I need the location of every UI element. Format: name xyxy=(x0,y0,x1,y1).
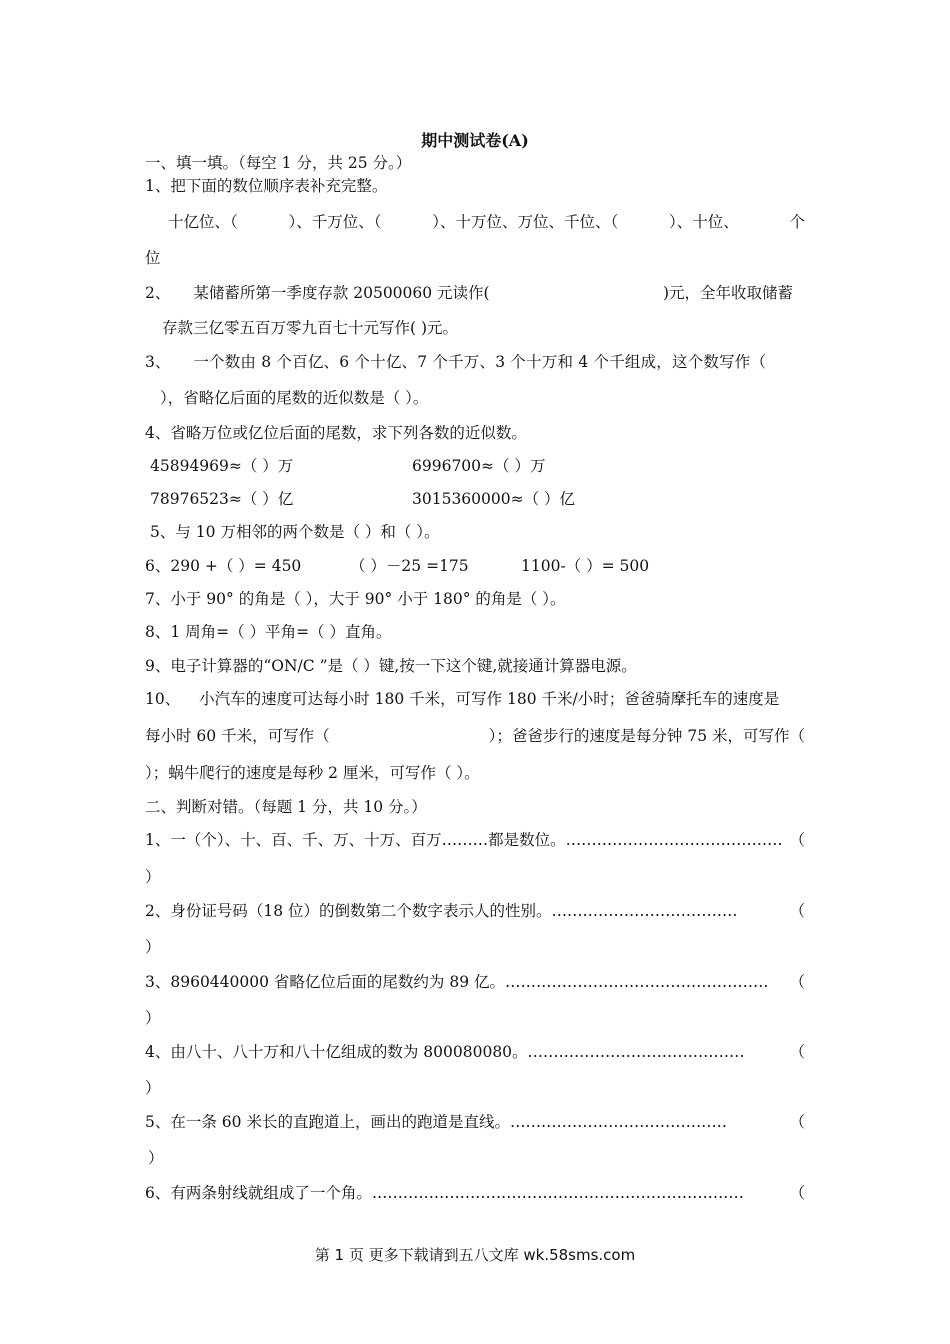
answer-paren[interactable]: （ xyxy=(789,1043,805,1061)
q1-seg: ）、十万位、万位、千位、（ xyxy=(432,213,619,231)
answer-paren[interactable]: （ xyxy=(789,831,805,849)
q6-item: （ ）－25 =175 xyxy=(350,557,469,575)
q6-item: 6、290 +（ ）= 450 xyxy=(145,557,302,575)
q3-line-2: ），省略亿后面的尾数的近似数是（ ）。 xyxy=(160,389,429,407)
judge-item-4-close: ） xyxy=(145,1079,161,1097)
q7-text: 7、小于 90° 的角是（ ），大于 90° 小于 180° 的角是（ ）。 xyxy=(145,590,566,608)
q10-line-1 xyxy=(145,688,805,710)
q2-line-2: 存款三亿零五百万零九百七十元写作( )元。 xyxy=(162,319,459,337)
q4-item: 6996700≈（ ）万 xyxy=(412,457,546,475)
judge-item-6 xyxy=(145,1182,805,1204)
q1-seg: ）、千万位、（ xyxy=(288,213,382,231)
q10-text: 每小时 60 千米，可写作（ xyxy=(145,727,330,745)
q2-text: 某储蓄所第一季度存款 20500060 元读作( xyxy=(193,284,490,302)
q1-seg: 个 xyxy=(789,213,805,231)
judge-text: 6、有两条射线就组成了一个角。……………………………………………………………… xyxy=(145,1184,744,1202)
q3-number: 3、 xyxy=(145,353,171,371)
q1-text: 1、把下面的数位顺序表补充完整。 xyxy=(145,177,388,195)
q6-line xyxy=(145,555,805,577)
q10-text: 小汽车的速度可达每小时 180 千米，可写作 180 千米/小时；爸爸骑摩托车的速度是 xyxy=(199,690,780,708)
q4-item: 3015360000≈（ ）亿 xyxy=(412,490,576,508)
section-1-heading: 一、填一填。（每空 1 分，共 25 分。） xyxy=(145,154,412,172)
judge-text: 3、8960440000 省略亿位后面的尾数约为 89 亿。…………………………………………… xyxy=(145,973,769,991)
answer-paren[interactable]: （ xyxy=(789,973,805,991)
q3-line-1 xyxy=(145,351,805,373)
q1-seg: ）、十位、 xyxy=(668,213,739,231)
q4-row-2 xyxy=(150,488,810,510)
q10-text: ）；爸爸步行的速度是每分钟 75 米，可写作（ xyxy=(488,727,805,745)
q5-text: 5、与 10 万相邻的两个数是（ ）和（ ）。 xyxy=(150,523,440,541)
page-footer: 第 1 页 更多下载请到五八文库 wk.58sms.com xyxy=(314,1246,636,1264)
section-2-heading: 二、判断对错。（每题 1 分，共 10 分。） xyxy=(145,798,427,816)
judge-item-2-close: ） xyxy=(145,938,161,956)
judge-item-3 xyxy=(145,971,805,993)
q1-seg: 十亿位、（ xyxy=(168,213,238,231)
page-title: 期中测试卷(A) xyxy=(421,131,529,150)
judge-item-5 xyxy=(145,1111,805,1133)
judge-item-3-close: ） xyxy=(145,1009,161,1027)
judge-text: 2、身份证号码（18 位）的倒数第二个数字表示人的性别。……………………………… xyxy=(145,902,738,920)
q1-blanks-line xyxy=(168,211,805,233)
judge-item-2 xyxy=(145,900,805,922)
q2-line-1 xyxy=(145,282,805,304)
judge-item-5-close: ） xyxy=(148,1149,164,1167)
q3-text: 一个数由 8 个百亿、6 个十亿、7 个千万、3 个十万和 4 个千组成，这个数写作（ xyxy=(193,353,767,371)
judge-item-1-close: ） xyxy=(145,868,161,886)
answer-paren[interactable]: （ xyxy=(789,1184,805,1202)
q4-row-1 xyxy=(150,455,810,477)
q9-text: 9、电子计算器的“ON/C ”是（ ）键,按一下这个键,就接通计算器电源。 xyxy=(145,657,637,675)
q1-wrap: 位 xyxy=(145,249,161,267)
q10-number: 10、 xyxy=(145,690,181,708)
q10-line-3: ）；蜗牛爬行的速度是每秒 2 厘米，可写作（ ）。 xyxy=(145,764,480,782)
q2-text-end: )元，全年收取储蓄 xyxy=(663,284,794,302)
q4-item: 78976523≈（ ）亿 xyxy=(150,490,294,508)
q6-item: 1100-（ ）= 500 xyxy=(521,557,650,575)
q2-number: 2、 xyxy=(145,284,171,302)
judge-item-4 xyxy=(145,1041,805,1063)
q10-line-2 xyxy=(145,725,805,747)
judge-item-1 xyxy=(145,829,805,851)
answer-paren[interactable]: （ xyxy=(789,902,805,920)
q8-text: 8、1 周角=（ ）平角=（ ）直角。 xyxy=(145,623,392,641)
answer-paren[interactable]: （ xyxy=(789,1113,805,1131)
q4-text: 4、省略万位或亿位后面的尾数，求下列各数的近似数。 xyxy=(145,424,527,442)
q4-item: 45894969≈（ ）万 xyxy=(150,457,294,475)
judge-text: 1、一（个）、十、百、千、万、十万、百万………都是数位。…………………………………… xyxy=(145,831,783,849)
judge-text: 5、在一条 60 米长的直跑道上，画出的跑道是直线。…………………………………… xyxy=(145,1113,727,1131)
judge-text: 4、由八十、八十万和八十亿组成的数为 800080080。…………………………………… xyxy=(145,1043,745,1061)
